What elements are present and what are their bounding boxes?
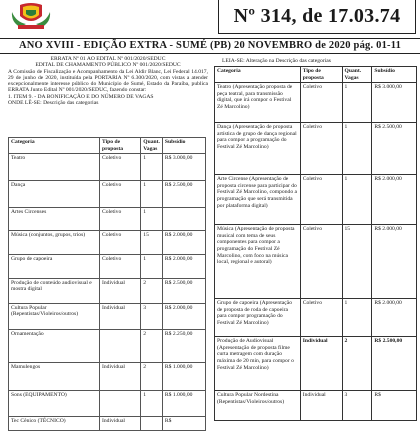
cell-cat: Teatro (Apresentação proposta de peça teatral, para transmissão digital, que irá compor o Festival Zé Marcolino) bbox=[215, 83, 301, 123]
cell-s: R$ bbox=[162, 417, 205, 431]
cell-s: R$ 1.000,00 bbox=[162, 391, 205, 417]
cell-s: R$ bbox=[372, 391, 417, 421]
cell-tipo bbox=[99, 330, 140, 363]
header-subsidio: Subsídio bbox=[372, 67, 417, 83]
table-row bbox=[215, 299, 417, 337]
cell-s: R$ 2.000,00 bbox=[162, 231, 205, 255]
cell-tipo: Coletivo bbox=[99, 255, 140, 279]
table-row bbox=[215, 83, 417, 123]
header-tipo: Tipo de proposta bbox=[99, 138, 140, 154]
cell-s: R$ 2.000,00 bbox=[162, 304, 205, 330]
cell-tipo: Coletivo bbox=[99, 181, 140, 208]
cell-q: 2 bbox=[342, 337, 372, 391]
cell-cat: Cultura Popular (Repentistas/Violeiros/outros) bbox=[9, 304, 100, 330]
cell-s: R$ 2.250,00 bbox=[162, 330, 205, 363]
cell-s bbox=[162, 208, 205, 231]
table-row bbox=[9, 391, 206, 417]
cell-tipo: Individual bbox=[300, 391, 342, 421]
cell-cat: Ornamentação bbox=[9, 330, 100, 363]
header-subsidio: Subsídio bbox=[162, 138, 205, 154]
cell-s: R$ 2.000,00 bbox=[372, 225, 417, 299]
table-row bbox=[215, 391, 417, 421]
edital-title: EDITAL DE CHAMAMENTO PÚBLICO Nº 001/2020/SEDUC bbox=[35, 62, 181, 69]
cell-tipo: Coletivo bbox=[99, 231, 140, 255]
cell-tipo: Individual bbox=[99, 417, 140, 431]
cell-cat: Artes Circenses bbox=[9, 208, 100, 231]
cell-q: 3 bbox=[342, 391, 372, 421]
table-row bbox=[9, 255, 206, 279]
cell-tipo: Coletivo bbox=[99, 208, 140, 231]
cell-cat: Grupo de capoeira bbox=[9, 255, 100, 279]
cell-q: 2 bbox=[141, 363, 163, 391]
cell-tipo bbox=[99, 391, 140, 417]
cell-s: R$ 2.000,00 bbox=[372, 299, 417, 337]
errata-body: A Comissão de Fiscalização e Acompanhamento da Lei Aldir Blanc, Lei Federal 14.017, 29 de junho de 2020, instituída pela PORTARIA Nº 6.300/2020, com vistas a atender excepcionalmente interesse público do Município de Sumé, Estado da Paraíba, publica ERRATA Junto Edital Nº 001/2020/SEDUC, fazendo constar: bbox=[8, 68, 208, 94]
cell-s: R$ 2.500,00 bbox=[372, 337, 417, 391]
cell-tipo: Individual bbox=[99, 304, 140, 330]
municipal-coat-of-arms-icon bbox=[6, 2, 56, 32]
header-quant: Quant. Vagas bbox=[342, 67, 372, 83]
cell-cat: Tec Cênico (TÉCNICO) bbox=[9, 417, 100, 431]
table-row bbox=[9, 208, 206, 231]
cell-cat: Teatro bbox=[9, 154, 100, 181]
cell-cat: Música (conjuntos, grupos, trios) bbox=[9, 231, 100, 255]
cell-tipo: Coletivo bbox=[300, 225, 342, 299]
errata-item: 1. ITEM 9. - DA BONIFICAÇÃO E DO NÚMERO DE VAGAS bbox=[8, 93, 154, 100]
cell-cat: Produção de conteúdo audiovisual e mostra digital bbox=[9, 279, 100, 304]
table-row bbox=[215, 225, 417, 299]
table-row bbox=[9, 363, 206, 391]
cell-q: 1 bbox=[141, 181, 163, 208]
table-row bbox=[9, 417, 206, 431]
cell-q: 1 bbox=[141, 255, 163, 279]
cell-cat: Mamulengos bbox=[9, 363, 100, 391]
cell-s: R$ 2.500,00 bbox=[162, 181, 205, 208]
header-rule-top bbox=[0, 38, 420, 39]
edition-line: ANO XVIII - EDIÇÃO EXTRA - SUMÉ (PB) 20 NOVEMBRO de 2020 pág. 01-11 bbox=[18, 40, 402, 51]
errata-title: ERRATA Nº 01 AO EDITAL Nº 001/2020/SEDUC bbox=[50, 56, 166, 62]
cell-q: 1 bbox=[141, 208, 163, 231]
law-number: Nº 314, de 17.03.74 bbox=[233, 5, 401, 27]
cell-s: R$ 3.000,00 bbox=[372, 83, 417, 123]
cell-s: R$ 2.000,00 bbox=[162, 255, 205, 279]
header-quant: Quant. Vagas bbox=[141, 138, 163, 154]
cell-s: R$ 2.500,00 bbox=[162, 279, 205, 304]
header-categoria: Categoria bbox=[9, 138, 100, 154]
cell-s: R$ 1.000,00 bbox=[162, 363, 205, 391]
table-header-row bbox=[215, 67, 417, 83]
original-categories-table bbox=[8, 137, 206, 431]
cell-q bbox=[141, 417, 163, 431]
table-row bbox=[9, 279, 206, 304]
cell-q: 1 bbox=[141, 391, 163, 417]
cell-s: R$ 3.000,00 bbox=[162, 154, 205, 181]
cell-tipo: Individual bbox=[300, 337, 342, 391]
cell-q: 2 bbox=[141, 279, 163, 304]
cell-tipo: Coletivo bbox=[300, 299, 342, 337]
cell-s: R$ 2.500,00 bbox=[372, 123, 417, 175]
cell-cat: Grupo de capoeira (Apresentação de proposta de roda de capoeira para compor programação do Festival Zé Marcolino) bbox=[215, 299, 301, 337]
table-row bbox=[215, 123, 417, 175]
errata-intro bbox=[8, 56, 208, 106]
onde-le-se: ONDE LÊ-SE: Descrição das categorias bbox=[8, 100, 99, 107]
header-rule-bottom bbox=[0, 53, 420, 54]
cell-q: 3 bbox=[141, 304, 163, 330]
table-row bbox=[9, 154, 206, 181]
table-row bbox=[215, 175, 417, 225]
law-number-box bbox=[218, 0, 416, 34]
cell-cat: Produção de Audiovisual (Apresentação de proposta filme curta metragem com duração máxima de 20 min, para compor o Festival Zé Marcolino) bbox=[215, 337, 301, 391]
header-tipo: Tipo de proposta bbox=[300, 67, 342, 83]
cell-cat: Arte Circense (Apresentação de proposta circense para participar do Festival Zé Marcolino, compondo a programação que será transmitida por plataforma digital) bbox=[215, 175, 301, 225]
cell-cat: Sons (EQUIPAMENTO) bbox=[9, 391, 100, 417]
cell-tipo: Coletivo bbox=[300, 123, 342, 175]
cell-cat: Dança (Apresentação de proposta artística de grupo de dança regional para compor a programação do Festival Zé Marcolino) bbox=[215, 123, 301, 175]
table-row bbox=[9, 304, 206, 330]
cell-cat: Dança bbox=[9, 181, 100, 208]
table-row bbox=[215, 337, 417, 391]
table-row bbox=[9, 181, 206, 208]
cell-tipo: Coletivo bbox=[300, 83, 342, 123]
cell-q: 15 bbox=[342, 225, 372, 299]
cell-tipo: Individual bbox=[99, 363, 140, 391]
cell-tipo: Coletivo bbox=[99, 154, 140, 181]
cell-cat: Cultura Popular Nordestina (Repentistas/Violeiros/outros) bbox=[215, 391, 301, 421]
revised-categories-table bbox=[214, 66, 417, 421]
table-header-row bbox=[9, 138, 206, 154]
cell-q: 1 bbox=[342, 175, 372, 225]
cell-s: R$ 2.000,00 bbox=[372, 175, 417, 225]
header-categoria: Categoria bbox=[215, 67, 301, 83]
cell-q: 1 bbox=[342, 299, 372, 337]
cell-tipo: Individual bbox=[99, 279, 140, 304]
cell-q: 2 bbox=[141, 330, 163, 363]
cell-cat: Música (Apresentação de proposta musical com tema de seus componentes para compor a programação do Festival Zé Marcolino, com foco na música local, regional e autoral) bbox=[215, 225, 301, 299]
leia-se: LEIA-SE: Alteração na Descrição das categorias bbox=[222, 58, 331, 64]
cell-q: 1 bbox=[342, 83, 372, 123]
cell-tipo: Coletivo bbox=[300, 175, 342, 225]
cell-q: 1 bbox=[141, 154, 163, 181]
table-row bbox=[9, 330, 206, 363]
table-row bbox=[9, 231, 206, 255]
cell-q: 15 bbox=[141, 231, 163, 255]
cell-q: 1 bbox=[342, 123, 372, 175]
